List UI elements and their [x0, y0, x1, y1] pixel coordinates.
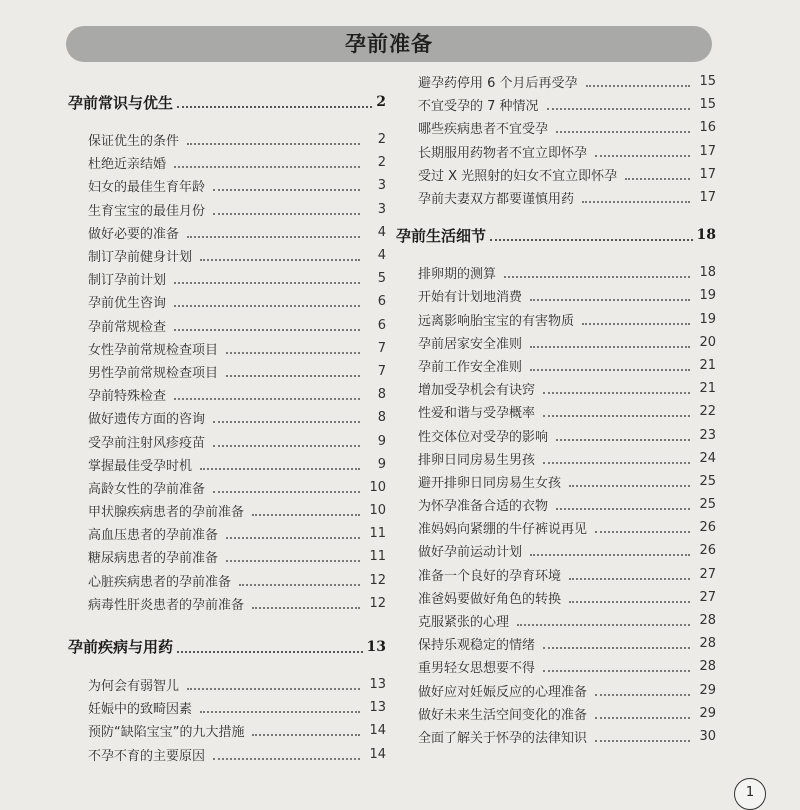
entry-label: 男性孕前常规检查项目: [88, 365, 219, 381]
entry-label: 长期服用药物者不宜立即怀孕: [418, 145, 588, 161]
dot-leader: [556, 499, 690, 510]
entry-page: 3: [377, 178, 386, 194]
dot-leader: [252, 725, 360, 736]
entry-page: 3: [377, 201, 386, 217]
dot-leader: [543, 383, 690, 394]
dot-leader: [595, 685, 690, 696]
entry-label: 为何会有弱智儿: [88, 679, 180, 695]
entry-page: 10: [369, 503, 386, 519]
toc-entry[interactable]: [68, 719, 386, 742]
entry-label: 增加受孕机会有诀窍: [418, 383, 536, 399]
toc-entry[interactable]: [68, 128, 386, 151]
entry-label: 妇女的最佳生育年龄: [88, 180, 206, 196]
entry-page: 8: [377, 387, 386, 403]
toc-entry[interactable]: [68, 267, 386, 290]
toc-entry[interactable]: [396, 655, 716, 678]
entry-page: 4: [377, 248, 386, 264]
entry-label: 孕前居家安全准则: [418, 336, 523, 352]
entry-page: 28: [699, 613, 716, 629]
entry-page: 4: [377, 224, 386, 240]
entry-page: 24: [699, 450, 716, 466]
dot-leader: [582, 192, 690, 203]
dot-leader: [595, 708, 690, 719]
section-page: 2: [376, 94, 386, 110]
toc-right-column: [396, 70, 716, 748]
entry-page: 10: [369, 479, 386, 495]
entry-label: 预防“缺陷宝宝”的九大措施: [88, 725, 245, 741]
entry-page: 25: [699, 497, 716, 513]
toc-entry[interactable]: [396, 493, 716, 516]
toc-section-heading[interactable]: [68, 627, 386, 667]
dot-leader: [200, 459, 360, 470]
toc-entry[interactable]: [68, 406, 386, 429]
entry-label: 哪些疾病患者不宜受孕: [418, 122, 549, 138]
dot-leader: [543, 661, 690, 672]
entry-label: 受过 X 光照射的妇女不宜立即怀孕: [418, 168, 618, 184]
dot-leader: [517, 615, 690, 626]
toc-entry[interactable]: [68, 290, 386, 313]
entry-page: 27: [699, 589, 716, 605]
entry-label: 糖尿病患者的孕前准备: [88, 551, 219, 567]
toc-entry[interactable]: [396, 163, 716, 186]
entry-page: 13: [369, 677, 386, 693]
dot-leader: [213, 180, 360, 191]
entry-label: 做好未来生活空间变化的准备: [418, 707, 588, 723]
entry-label: 做好孕前运动计划: [418, 545, 523, 561]
entry-label: 为怀孕准备合适的衣物: [418, 499, 549, 515]
entry-page: 11: [369, 526, 386, 542]
dot-leader: [547, 99, 690, 110]
entry-page: 27: [699, 566, 716, 582]
dot-leader: [530, 545, 690, 556]
dot-leader: [187, 679, 360, 690]
entry-page: 30: [699, 728, 716, 744]
entry-label: 不孕不育的主要原因: [88, 748, 206, 764]
entry-label: 孕前工作安全准则: [418, 359, 523, 375]
entry-page: 28: [699, 636, 716, 652]
toc-entry[interactable]: [68, 429, 386, 452]
toc-entry[interactable]: [68, 743, 386, 766]
toc-entry[interactable]: [396, 632, 716, 655]
entry-page: 22: [699, 404, 716, 420]
toc-entry[interactable]: [68, 522, 386, 545]
entry-label: 做好必要的准备: [88, 226, 180, 242]
entry-label: 性交体位对受孕的影响: [418, 429, 549, 445]
entry-page: 16: [699, 120, 716, 136]
dot-leader: [556, 122, 690, 133]
toc-entry[interactable]: [396, 140, 716, 163]
entry-page: 9: [377, 456, 386, 472]
section-title: 孕前常识与优生: [68, 93, 174, 112]
entry-page: 6: [377, 317, 386, 333]
dot-leader: [543, 406, 690, 417]
dot-leader: [226, 528, 360, 539]
entry-page: 17: [699, 190, 716, 206]
entry-label: 杜绝近亲结婚: [88, 157, 167, 173]
section-title: 孕前生活细节: [396, 226, 487, 245]
dot-leader: [595, 146, 690, 157]
entry-label: 孕前常规检查: [88, 319, 167, 335]
entry-page: 15: [699, 97, 716, 113]
toc-entry[interactable]: [396, 725, 716, 748]
entry-label: 掌握最佳受孕时机: [88, 458, 193, 474]
entry-page: 17: [699, 166, 716, 182]
toc-entry[interactable]: [68, 383, 386, 406]
dot-leader: [586, 76, 690, 87]
entry-label: 孕前特殊检查: [88, 389, 167, 405]
toc-entry[interactable]: [396, 702, 716, 725]
dot-leader: [177, 96, 372, 108]
entry-label: 克服紧张的心理: [418, 615, 510, 631]
dot-leader: [239, 575, 360, 586]
entry-page: 8: [377, 410, 386, 426]
entry-label: 心脏疾病患者的孕前准备: [88, 574, 232, 590]
toc-entry[interactable]: [68, 592, 386, 615]
entry-page: 6: [377, 294, 386, 310]
dot-leader: [213, 482, 360, 493]
entry-page: 19: [699, 288, 716, 304]
toc-entry[interactable]: [396, 563, 716, 586]
dot-leader: [490, 229, 693, 241]
entry-label: 不宜受孕的 7 种情况: [418, 99, 539, 115]
toc-entry[interactable]: [68, 244, 386, 267]
entry-label: 甲状腺疾病患者的孕前准备: [88, 505, 245, 521]
toc-section-heading[interactable]: [68, 82, 386, 122]
entry-page: 17: [699, 143, 716, 159]
toc-entry[interactable]: [396, 354, 716, 377]
dot-leader: [174, 157, 360, 168]
entry-page: 9: [377, 433, 386, 449]
dot-leader: [187, 134, 360, 145]
toc-entry[interactable]: [68, 198, 386, 221]
toc-entry[interactable]: [396, 331, 716, 354]
entry-label: 高龄女性的孕前准备: [88, 481, 206, 497]
entry-label: 受孕前注射风疹疫苗: [88, 435, 206, 451]
dot-leader: [530, 337, 690, 348]
entry-page: 29: [699, 682, 716, 698]
toc-entry[interactable]: [68, 673, 386, 696]
dot-leader: [200, 250, 360, 261]
entry-page: 15: [699, 74, 716, 90]
dot-leader: [556, 430, 690, 441]
toc-entry[interactable]: [68, 453, 386, 476]
entry-page: 2: [377, 155, 386, 171]
toc-entry[interactable]: [396, 377, 716, 400]
entry-label: 性爱和谐与受孕概率: [418, 406, 536, 422]
entry-page: 2: [377, 132, 386, 148]
toc-entry[interactable]: [68, 476, 386, 499]
entry-label: 保证优生的条件: [88, 134, 180, 150]
dot-leader: [174, 296, 360, 307]
entry-label: 排卵期的测算: [418, 267, 497, 283]
toc-entry[interactable]: [68, 221, 386, 244]
entry-page: 7: [377, 340, 386, 356]
toc-entry[interactable]: [396, 447, 716, 470]
dot-leader: [543, 638, 690, 649]
dot-leader: [582, 314, 690, 325]
entry-label: 排卵日同房易生男孩: [418, 452, 536, 468]
toc-entry[interactable]: [396, 308, 716, 331]
entry-label: 妊娠中的致畸因素: [88, 702, 193, 718]
entry-page: 20: [699, 334, 716, 350]
entry-label: 准备一个良好的孕育环境: [418, 568, 562, 584]
entry-label: 孕前优生咨询: [88, 296, 167, 312]
dot-leader: [543, 453, 690, 464]
entry-page: 21: [699, 381, 716, 397]
entry-page: 29: [699, 705, 716, 721]
dot-leader: [625, 169, 690, 180]
toc-entry[interactable]: [396, 186, 716, 209]
dot-leader: [252, 505, 360, 516]
entry-page: 21: [699, 357, 716, 373]
dot-leader: [226, 366, 360, 377]
entry-page: 25: [699, 473, 716, 489]
entry-label: 制订孕前健身计划: [88, 250, 193, 266]
dot-leader: [569, 592, 690, 603]
section-page: 13: [366, 638, 386, 655]
page-number-badge: 1: [734, 778, 766, 810]
toc-entry[interactable]: [68, 151, 386, 174]
toc-entry[interactable]: [396, 400, 716, 423]
dot-leader: [595, 731, 690, 742]
dot-leader: [174, 389, 360, 400]
dot-leader: [213, 204, 360, 215]
entry-label: 孕前夫妻双方都要谨慎用药: [418, 192, 575, 208]
toc-left-column: [68, 82, 386, 766]
entry-label: 做好应对妊娠反应的心理准备: [418, 684, 588, 700]
dot-leader: [569, 569, 690, 580]
dot-leader: [213, 749, 360, 760]
toc-entry[interactable]: [68, 174, 386, 197]
toc-entry[interactable]: [396, 586, 716, 609]
entry-page: 7: [377, 363, 386, 379]
entry-label: 保持乐观稳定的情绪: [418, 638, 536, 654]
toc-entry[interactable]: [396, 516, 716, 539]
page-title: 孕前准备: [345, 32, 433, 56]
entry-page: 14: [369, 723, 386, 739]
dot-leader: [226, 343, 360, 354]
entry-page: 13: [369, 700, 386, 716]
dot-leader: [187, 227, 360, 238]
entry-label: 女性孕前常规检查项目: [88, 342, 219, 358]
dot-leader: [213, 412, 360, 423]
entry-label: 准妈妈向紧绷的牛仔裤说再见: [418, 522, 588, 538]
toc-entry[interactable]: [68, 337, 386, 360]
toc-entry[interactable]: [396, 423, 716, 446]
entry-label: 制订孕前计划: [88, 273, 167, 289]
entry-label: 做好遗传方面的咨询: [88, 412, 206, 428]
toc-entry[interactable]: [396, 470, 716, 493]
dot-leader: [200, 702, 360, 713]
entry-page: 11: [369, 549, 386, 565]
dot-leader: [174, 320, 360, 331]
title-banner: [66, 26, 712, 62]
toc-entry[interactable]: [68, 314, 386, 337]
entry-page: 5: [377, 271, 386, 287]
entry-page: 19: [699, 311, 716, 327]
section-title: 孕前疾病与用药: [68, 638, 174, 657]
entry-page: 23: [699, 427, 716, 443]
toc-entry[interactable]: [396, 116, 716, 139]
toc-entry[interactable]: [68, 545, 386, 568]
toc-section-heading[interactable]: [396, 215, 716, 255]
toc-entry[interactable]: [68, 696, 386, 719]
dot-leader: [174, 273, 360, 284]
entry-label: 病毒性肝炎患者的孕前准备: [88, 597, 245, 613]
toc-entry[interactable]: [396, 679, 716, 702]
entry-label: 准爸妈要做好角色的转换: [418, 591, 562, 607]
dot-leader: [177, 641, 363, 653]
dot-leader: [595, 522, 690, 533]
entry-page: 26: [699, 520, 716, 536]
dot-leader: [252, 598, 360, 609]
entry-page: 26: [699, 543, 716, 559]
toc-entry[interactable]: [396, 70, 716, 93]
entry-label: 重男轻女思想要不得: [418, 661, 536, 677]
entry-label: 高血压患者的孕前准备: [88, 528, 219, 544]
toc-entry[interactable]: [68, 569, 386, 592]
dot-leader: [530, 290, 690, 301]
dot-leader: [504, 267, 690, 278]
toc-entry[interactable]: [396, 609, 716, 632]
entry-page: 14: [369, 746, 386, 762]
entry-page: 28: [699, 659, 716, 675]
entry-page: 12: [369, 595, 386, 611]
toc-entry[interactable]: [396, 284, 716, 307]
entry-label: 开始有计划地消费: [418, 290, 523, 306]
entry-label: 全面了解关于怀孕的法律知识: [418, 730, 588, 746]
dot-leader: [569, 476, 690, 487]
toc-entry[interactable]: [396, 261, 716, 284]
entry-label: 生育宝宝的最佳月份: [88, 203, 206, 219]
toc-entry[interactable]: [396, 539, 716, 562]
dot-leader: [226, 551, 360, 562]
section-page: 18: [696, 227, 716, 244]
entry-label: 避开排卵日同房易生女孩: [418, 475, 562, 491]
entry-page: 12: [369, 572, 386, 588]
dot-leader: [213, 436, 360, 447]
dot-leader: [530, 360, 690, 371]
entry-label: 远离影响胎宝宝的有害物质: [418, 313, 575, 329]
entry-label: 避孕药停用 6 个月后再受孕: [418, 76, 578, 92]
toc-entry[interactable]: [68, 499, 386, 522]
toc-entry[interactable]: [396, 93, 716, 116]
toc-entry[interactable]: [68, 360, 386, 383]
entry-page: 18: [699, 265, 716, 281]
